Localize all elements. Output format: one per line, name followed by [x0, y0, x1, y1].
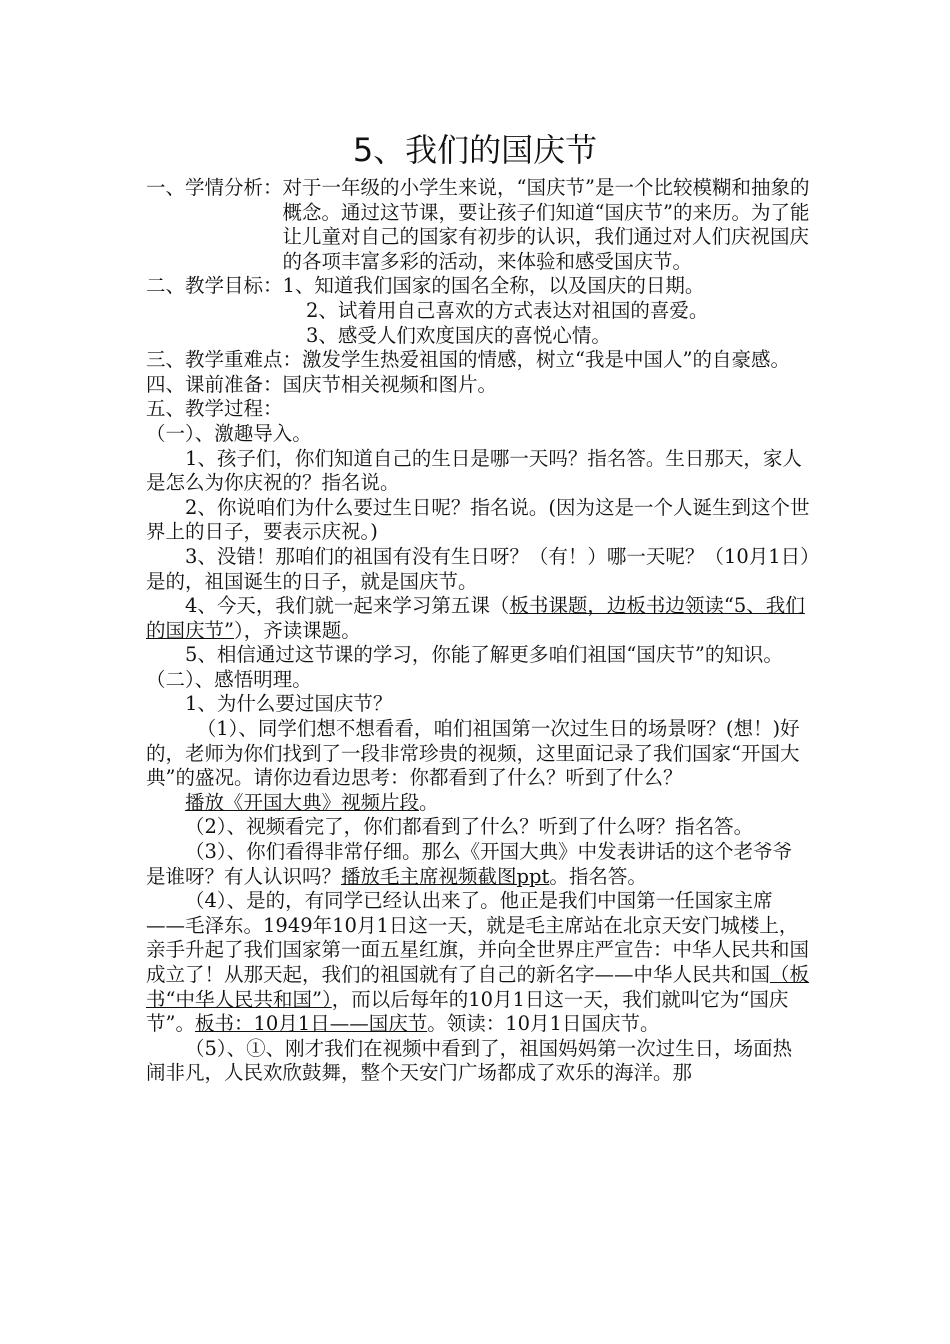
paragraph: （2）、视频看完了，你们都看到了什么？听到了什么呀？指名答。: [185, 815, 754, 839]
question-heading: 1、为什么要过国庆节？: [185, 692, 393, 716]
board-note: 板书课题，边板书边领读“5、我们的国庆节”: [146, 594, 805, 642]
section-process-label: 五、教学过程：: [146, 397, 283, 421]
paragraph: 3、没错！那咱们的祖国有没有生日呀？（有！）哪一天呢？（10月1日）是的，祖国诞生的日子，就是国庆节。: [146, 544, 810, 593]
text-run: （3）、你们看得非常仔细。那么《开国大典》中发表讲话的这个老爷爷是谁呀？有人认识吗？: [146, 840, 793, 888]
section-text: 对于一年级的小学生来说，“国庆节”是一个比较模糊和抽象的概念。通过这节课，要让孩子们知道“国庆节”的来历。为了能让儿童对自己的国家有初步的认识，我们通过对人们庆祝国庆的各项丰富多彩的活动，来体验和感受国庆节。: [282, 176, 810, 273]
paragraph: [146, 791, 810, 816]
text-run: 。: [419, 790, 439, 814]
part1-heading: （一）、激趣导入。: [146, 421, 312, 445]
goal-item: 2、试着用自己喜欢的方式表达对祖国的喜爱。: [306, 298, 709, 322]
section-label: 二、教学目标：: [146, 274, 283, 298]
text-run: 4、今天，我们就一起来学习第五课（: [185, 594, 510, 618]
text-run: ，而以后每年的10月1日这一天，我们就叫它为“国庆节”。: [146, 987, 789, 1036]
text-run: 。领读：10月1日国庆节。: [427, 1012, 660, 1036]
section-label: 一、学情分析：: [146, 176, 283, 199]
board-note: 板书：10月1日——国庆节: [194, 1012, 428, 1036]
paragraph: [146, 889, 810, 1037]
board-note: 播放毛主席视频截图ppt: [341, 864, 550, 888]
paragraph: 5、相信通过这节课的学习，你能了解更多咱们祖国“国庆节”的知识。: [185, 643, 783, 667]
section-preparation: [146, 373, 810, 398]
paragraph: 2、你说咱们为什么要过生日呢？指名说。(因为这是一个人诞生到这个世界上的日子，要表示庆祝。): [146, 495, 810, 544]
part2-heading: （二）、感悟明理。: [146, 667, 312, 691]
paragraph: 1、孩子们，你们知道自己的生日是哪一天吗？指名答。生日那天，家人是怎么为你庆祝的？指名说。: [146, 446, 802, 495]
paragraph: [146, 840, 810, 889]
document-body: [146, 176, 810, 1086]
text-run: 。指名答。: [549, 864, 647, 888]
section-label: 四、课前准备：: [146, 372, 283, 396]
text-run: （4）、是的，有同学已经认出来了。他正是我们中国第一任国家主席——毛泽东。1949年10月1日这一天，就是毛主席站在北京天安门城楼上，亲手升起了我们国家第一面五星红旗，并向全世界庄严宣告：中华人民共和国成立了！从那天起，我们的祖国就有了自己的新名字——中华人民共和国: [146, 889, 810, 986]
section-learning-analysis: [146, 176, 810, 274]
paragraph: （1）、同学们想不想看看，咱们祖国第一次过生日的场景呀？(想！)好的，老师为你们找到了一段非常珍贵的视频，这里面记录了我们国家“开国大典”的盛况。请你边看边思考：你都看到了什么？听到了什么？: [146, 717, 800, 790]
section-key-points: [146, 348, 810, 373]
board-note: （板书“中华人民共和国”）: [146, 963, 810, 1011]
section-teaching-goals: [146, 274, 810, 299]
document-title: 5、我们的国庆节: [352, 131, 598, 169]
section-label: 三、教学重难点：: [146, 348, 303, 372]
paragraph: [146, 594, 810, 643]
goal-item: 1、知道我们国家的国名全称，以及国庆的日期。: [282, 274, 705, 298]
goal-item: 3、感受人们欢度国庆的喜悦心情。: [306, 323, 611, 347]
board-note: 播放《开国大典》视频片段: [185, 790, 420, 814]
section-text: 激发学生热爱祖国的情感，树立“我是中国人”的自豪感。: [302, 348, 790, 372]
paragraph: （5）、①、刚才我们在视频中看到了，祖国妈妈第一次过生日，场面热闹非凡，人民欢欣鼓舞，整个天安门广场都成了欢乐的海洋。那: [146, 1036, 793, 1085]
section-text: 国庆节相关视频和图片。: [282, 372, 498, 396]
text-run: ），齐读课题。: [233, 618, 361, 642]
